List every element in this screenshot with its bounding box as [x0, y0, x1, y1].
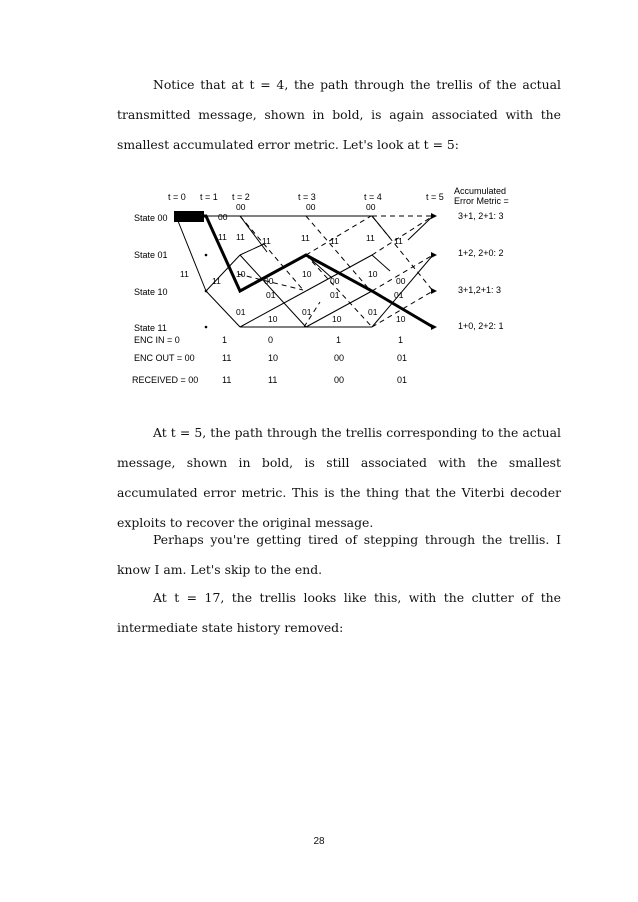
branch-label: 11 — [212, 276, 221, 286]
row-value: 1 — [222, 335, 228, 345]
row-label-enc-in: ENC IN = 0 — [134, 335, 180, 345]
paragraph-skip: Perhaps you're getting tired of stepping through the trellis. I know I am. Let's skip to the end. — [117, 532, 561, 577]
trellis-diagram — [128, 180, 528, 390]
branch-label: 00 — [236, 202, 246, 212]
metric-state-11: 1+0, 2+2: 1 — [458, 321, 504, 331]
branch-label: 00 — [396, 276, 406, 286]
branch-label: 01 — [368, 307, 378, 317]
row-value: 1 — [336, 335, 342, 345]
row-value: 01 — [397, 375, 408, 385]
branch-label: 10 — [396, 314, 406, 324]
branch-label: 11 — [330, 236, 339, 246]
branch-label: 11 — [236, 232, 245, 242]
time-label-t1: t = 1 — [200, 192, 218, 202]
branch-label: 10 — [236, 269, 246, 279]
paragraph-t17: At t = 17, the trellis looks like this, with the clutter of the intermediate state history removed: — [117, 590, 561, 635]
arrowheads — [431, 213, 437, 330]
branch-label: 00 — [182, 212, 192, 222]
branch-label: 01 — [394, 290, 404, 300]
row-value: 1 — [398, 335, 404, 345]
state-label-11: State 11 — [134, 323, 167, 333]
branch-label: 01 — [302, 307, 312, 317]
paragraph-t5: At t = 5, the path through the trellis corresponding to the actual message, shown in bold, is still associated with the smallest accumulated error metric. This is the thing that the Viterbi decoder exploits to recover the original message. — [117, 425, 561, 530]
row-value: 0 — [268, 335, 274, 345]
state-dot — [205, 326, 208, 329]
time-label-t2: t = 2 — [232, 192, 250, 202]
state-dot — [205, 254, 208, 257]
branch-label: 11 — [262, 236, 271, 246]
metric-header-line1: Accumulated — [454, 186, 507, 196]
branch-label: 11 — [366, 233, 375, 243]
branch-label: 01 — [236, 307, 246, 317]
row-value: 00 — [334, 375, 345, 385]
branch-label: 11 — [394, 236, 403, 246]
row-value: 00 — [334, 353, 345, 363]
branch-label: 10 — [332, 314, 342, 324]
row-label-received: RECEIVED = 00 — [132, 375, 199, 385]
time-label-t0: t = 0 — [168, 192, 186, 202]
branch-label: 10 — [268, 314, 278, 324]
branch-label: 00 — [264, 276, 274, 286]
branch-label: 00 — [218, 212, 228, 222]
time-label-t5: t = 5 — [426, 192, 444, 202]
time-label-t3: t = 3 — [298, 192, 316, 202]
branch-label: 00 — [366, 202, 376, 212]
paragraph-intro: Notice that at t = 4, the path through the trellis of the actual transmitted message, shown in bold, is again associated with the smallest accumulated error metric. Let's look at t = 5: — [117, 77, 561, 152]
branch-label: 11 — [180, 269, 189, 279]
metric-state-10: 3+1,2+1: 3 — [458, 285, 502, 295]
row-value: 10 — [268, 353, 279, 363]
row-value: 01 — [397, 353, 408, 363]
encoder-rows — [132, 335, 407, 385]
state-label-01: State 01 — [134, 250, 168, 260]
branch-label: 10 — [302, 269, 312, 279]
row-value: 11 — [222, 353, 232, 363]
metric-state-01: 1+2, 2+0: 2 — [458, 248, 504, 258]
branch-label: 11 — [301, 233, 310, 243]
branch-label: 00 — [306, 202, 316, 212]
state-label-00: State 00 — [134, 213, 168, 223]
metric-state-00: 3+1, 2+1: 3 — [458, 211, 504, 221]
row-value: 11 — [268, 375, 278, 385]
metric-header-line2: Error Metric = — [454, 196, 509, 206]
branch-label: 01 — [330, 290, 340, 300]
branch-label: 11 — [218, 232, 227, 242]
page-number: 28 — [313, 836, 325, 847]
branch-label: 01 — [266, 290, 276, 300]
row-label-enc-out: ENC OUT = 00 — [134, 353, 195, 363]
branch-label: 10 — [368, 269, 378, 279]
branch-label: 00 — [330, 276, 340, 286]
state-label-10: State 10 — [134, 287, 168, 297]
time-label-t4: t = 4 — [364, 192, 382, 202]
row-value: 11 — [222, 375, 232, 385]
